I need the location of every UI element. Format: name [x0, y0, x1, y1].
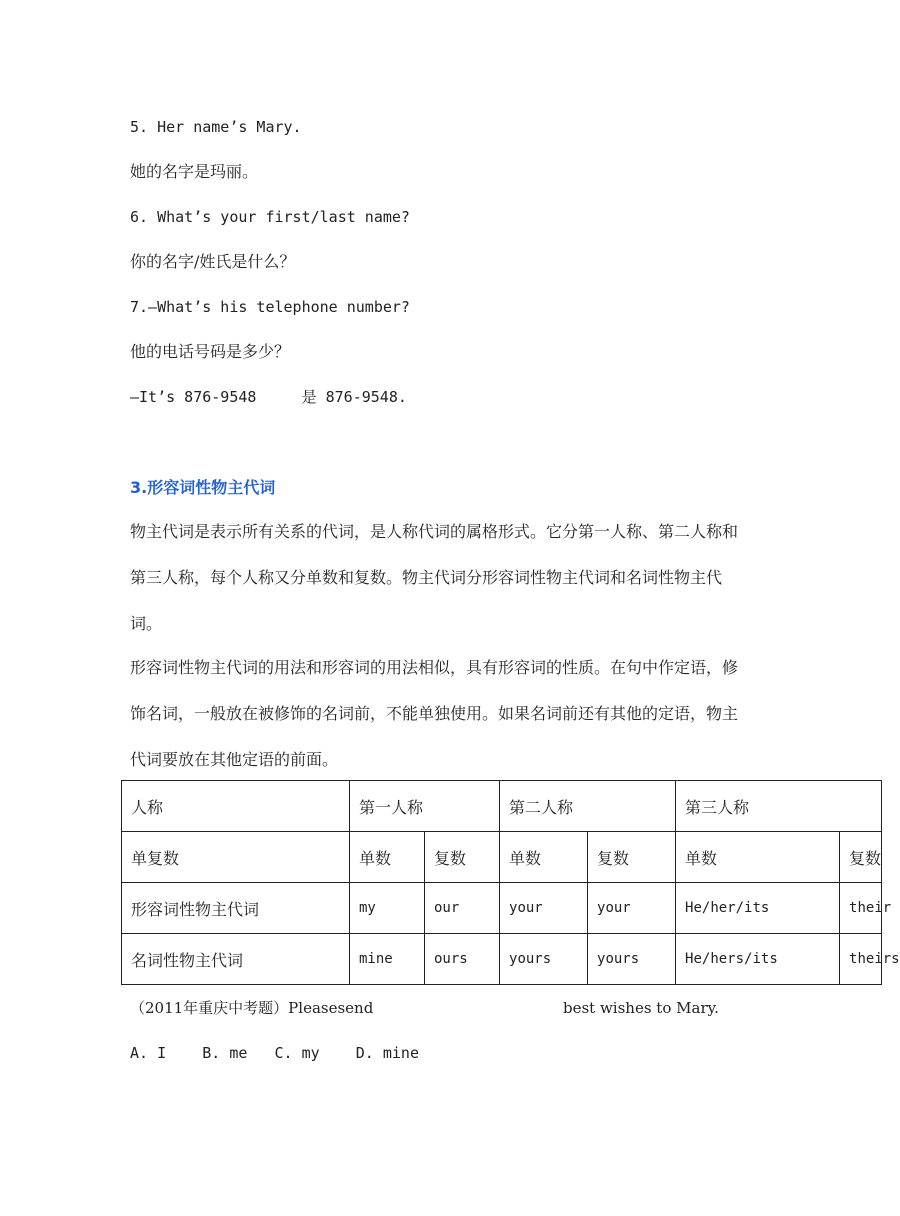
table-cell: yours: [588, 934, 676, 985]
example-line-5: 5. Her name’s Mary.: [130, 118, 302, 136]
adjective-row-label: 形容词性物主代词: [122, 883, 350, 934]
first-plural-header: 复数: [425, 832, 500, 883]
example-line-6: 6. What’s your first/last name?: [130, 208, 410, 226]
paragraph-definition: [130, 509, 740, 647]
first-singular-header: 单数: [350, 832, 425, 883]
table-cell: our: [425, 883, 500, 934]
table-row: [122, 781, 882, 832]
table-cell: my: [350, 883, 425, 934]
paragraph-usage: [130, 645, 740, 783]
table-cell: your: [500, 883, 588, 934]
table-cell: ours: [425, 934, 500, 985]
paragraph-2: 形容词性物主代词的用法和形容词的用法相似，具有形容词的性质。在句中作定语，修饰名词，一般放在被修饰的名词前，不能单独使用。如果名词前还有其他的定语，物主代词要放在其他定语的前面。: [130, 658, 739, 769]
third-plural-header: 复数: [840, 832, 882, 883]
table-cell: your: [588, 883, 676, 934]
second-plural-header: 复数: [588, 832, 676, 883]
table-row: [122, 883, 882, 934]
example-line-6-translation: 你的名字/姓氏是什么？: [130, 252, 296, 271]
table-cell: their: [840, 883, 882, 934]
table-row: [122, 832, 882, 883]
exam-question-suffix: best wishes to Mary.: [563, 999, 719, 1017]
noun-row-label: 名词性物主代词: [122, 934, 350, 985]
example-line-7: 7.—What’s his telephone number?: [130, 298, 410, 316]
exam-question-prefix: （2011年重庆中考题）Pleasesend: [130, 999, 374, 1017]
header-second-person: 第二人称: [500, 781, 676, 832]
table-cell: He/her/its: [676, 883, 840, 934]
table-row: [122, 934, 882, 985]
table-cell: He/hers/its: [676, 934, 840, 985]
pronoun-table: [121, 780, 900, 985]
table-cell: yours: [500, 934, 588, 985]
header-number: 单复数: [122, 832, 350, 883]
header-first-person: 第一人称: [350, 781, 500, 832]
example-line-5-translation: 她的名字是玛丽。: [130, 162, 259, 181]
third-singular-header: 单数: [676, 832, 840, 883]
example-line-7-translation: 他的电话号码是多少？: [130, 342, 291, 361]
table-cell: theirs: [840, 934, 882, 985]
header-third-person: 第三人称: [676, 781, 882, 832]
example-line-7-answer: —It’s 876-9548 是 876-9548.: [130, 388, 407, 406]
header-person: 人称: [122, 781, 350, 832]
answer-options: A. I B. me C. my D. mine: [130, 1044, 419, 1062]
second-singular-header: 单数: [500, 832, 588, 883]
section-title: 3.形容词性物主代词: [130, 478, 276, 497]
paragraph-1: 物主代词是表示所有关系的代词，是人称代词的属格形式。它分第一人称、第二人称和第三人称，每个人称又分单数和复数。物主代词分形容词性物主代词和名词性物主代词。: [130, 522, 739, 633]
table-cell: mine: [350, 934, 425, 985]
